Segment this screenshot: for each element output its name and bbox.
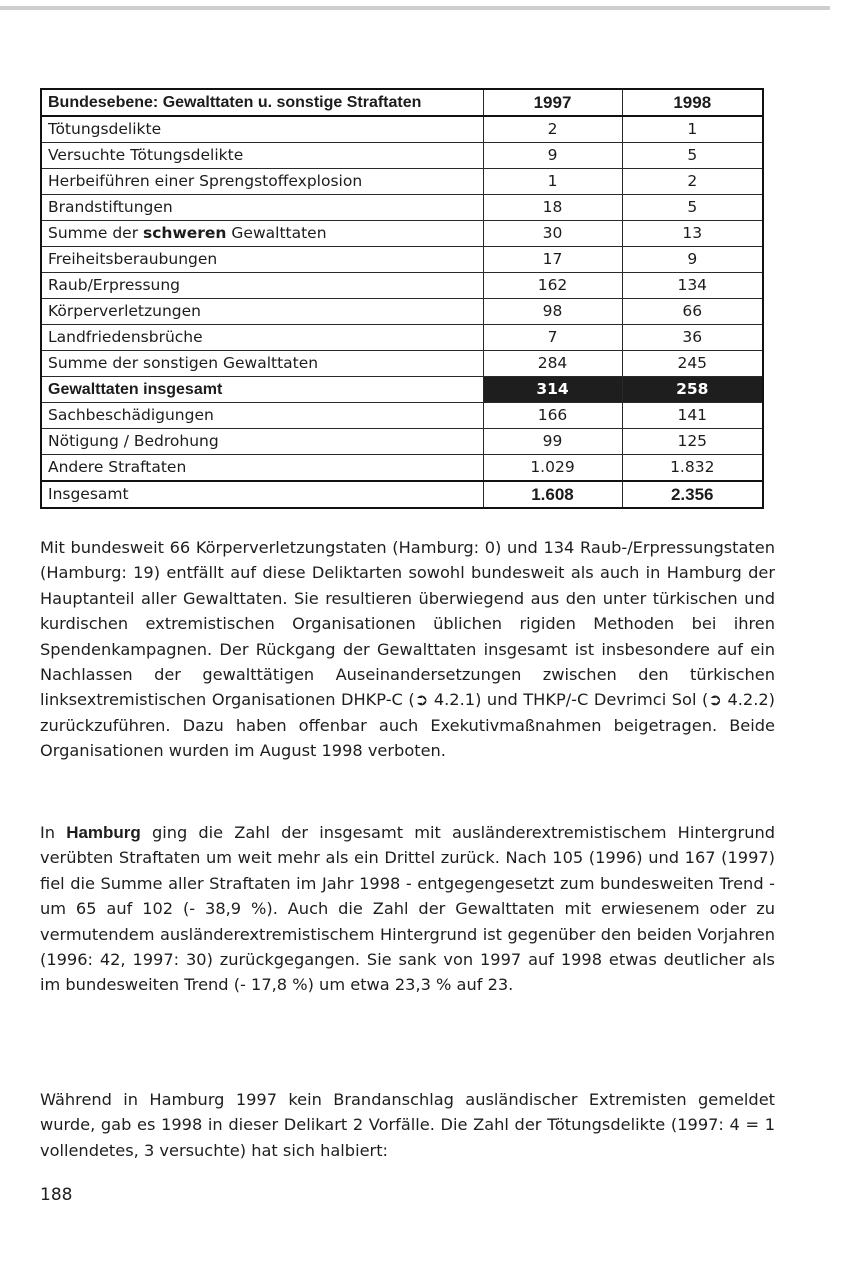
row-label: Insgesamt [41, 481, 483, 508]
row-label: Andere Straftaten [41, 455, 483, 482]
table-header-row [41, 89, 763, 116]
value-1997: 99 [483, 429, 622, 455]
value-1997: 1.029 [483, 455, 622, 482]
paragraph-hamburg-arson [40, 1087, 775, 1163]
value-1997: 9 [483, 143, 622, 169]
paragraph-text: ) und THKP/-C Devrimci Sol ( [475, 690, 709, 710]
paragraph-text: ) zurückzuführen. Dazu haben offenbar auch Exekutivmaßnahmen beigetragen. Beide Organisationen wurden im August 1998 verboten. [40, 690, 775, 761]
cross-reference: 4.2.2 [727, 690, 769, 710]
paragraph-hamburg [40, 820, 775, 998]
row-label [41, 221, 483, 247]
table-row [41, 299, 763, 325]
table-row [41, 195, 763, 221]
value-1998: 13 [622, 221, 763, 247]
cross-reference-arrow-icon: ➲ [708, 690, 722, 710]
table-row [41, 429, 763, 455]
table-row [41, 325, 763, 351]
header-label: Bundesebene: Gewalttaten u. sonstige Straftaten [41, 89, 483, 116]
table-row [41, 143, 763, 169]
paragraph-text: Während in Hamburg 1997 kein Brandanschlag ausländischer Extremisten gemeldet wurde, gab es 1998 in dieser Delikart 2 Vorfälle. Die Zahl der Tötungsdelikte (1997: 4 = 1 vollendetes, 3 versuchte) hat sich halbiert: [40, 1090, 775, 1160]
value-1997: 2 [483, 116, 622, 143]
cross-reference: 4.2.1 [433, 690, 476, 710]
value-1998: 9 [622, 247, 763, 273]
row-label: Raub/Erpressung [41, 273, 483, 299]
value-1997: 314 [483, 377, 622, 403]
table-row [41, 247, 763, 273]
value-1997: 284 [483, 351, 622, 377]
value-1998: 66 [622, 299, 763, 325]
value-1998: 2 [622, 169, 763, 195]
row-label: Nötigung / Bedrohung [41, 429, 483, 455]
statistics-table [40, 88, 764, 509]
row-label: Herbeiführen einer Sprengstoffexplosion [41, 169, 483, 195]
value-1997: 98 [483, 299, 622, 325]
row-label: Summe der sonstigen Gewalttaten [41, 351, 483, 377]
value-1997: 7 [483, 325, 622, 351]
label-part: Summe der [48, 224, 143, 242]
row-label: Freiheitsberaubungen [41, 247, 483, 273]
row-label: Brandstiftungen [41, 195, 483, 221]
label-emphasis: schweren [143, 224, 227, 242]
table-row [41, 351, 763, 377]
table-row [41, 455, 763, 482]
value-1998: 1.832 [622, 455, 763, 482]
table-row [41, 221, 763, 247]
value-1997: 1.608 [483, 481, 622, 508]
value-1998: 1 [622, 116, 763, 143]
row-label: Versuchte Tötungsdelikte [41, 143, 483, 169]
value-1997: 30 [483, 221, 622, 247]
label-part: Gewalttaten [226, 224, 327, 242]
table-row [41, 403, 763, 429]
value-1998: 134 [622, 273, 763, 299]
row-label: Gewalttaten insgesamt [41, 377, 483, 403]
value-1998: 141 [622, 403, 763, 429]
value-1998: 36 [622, 325, 763, 351]
value-1998: 245 [622, 351, 763, 377]
paragraph-federal-violence [40, 535, 775, 764]
emphasis-hamburg: Hamburg [66, 823, 141, 842]
table-row [41, 116, 763, 143]
paragraph-text: ging die Zahl der insgesamt mit ausländerextremistischem Hintergrund verübten Straftaten um weit mehr als ein Drittel zurück. Nach 105 (1996) und 167 (1997) fiel die Summe aller Straftaten im Jahr 1998 - entgegengesetzt zum bundesweiten Trend - um 65 auf 102 (- 38,9 %). Auch die Zahl der Gewalttaten mit erwiesenem oder zu vermutendem ausländerextremistischem Hintergrund ist gegenüber den beiden Vorjahren (1996: 42, 1997: 30) zurückgegangen. Sie sank von 1997 auf 1998 etwas deutlicher als im bundesweiten Trend (- 17,8 %) um etwa 23,3 % auf 23. [40, 823, 775, 995]
value-1997: 162 [483, 273, 622, 299]
row-label: Körperverletzungen [41, 299, 483, 325]
value-1998: 2.356 [622, 481, 763, 508]
paragraph-text: Mit bundesweit 66 Körperverletzungstaten (Hamburg: 0) und 134 Raub-/Erpressungstaten (Hamburg: 19) entfällt auf diese Deliktarten sowohl bundesweit als auch in Hamburg der Hauptanteil aller Gewalttaten. Sie resultieren überwiegend aus den unter türkischen und kurdischen extremistischen Organisationen üblichen rigiden Methoden bei ihren Spendenkampagnen. Der Rückgang der Gewalttaten insgesamt ist insbesondere auf ein Nachlassen der gewalttätigen Auseinandersetzungen zwischen den türkischen linksextremistischen Organisationen DHKP-C ( [40, 538, 775, 710]
table-row-grand-total [41, 481, 763, 508]
paragraph-text: In [40, 823, 67, 842]
value-1997: 18 [483, 195, 622, 221]
header-year-1998: 1998 [622, 89, 763, 116]
top-rule [0, 6, 830, 10]
page-number: 188 [40, 1185, 73, 1205]
row-label: Sachbeschädigungen [41, 403, 483, 429]
value-1998: 5 [622, 143, 763, 169]
value-1997: 1 [483, 169, 622, 195]
table-row [41, 169, 763, 195]
value-1997: 17 [483, 247, 622, 273]
header-year-1997: 1997 [483, 89, 622, 116]
value-1998: 125 [622, 429, 763, 455]
value-1998: 5 [622, 195, 763, 221]
value-1998: 258 [622, 377, 763, 403]
table-row [41, 273, 763, 299]
value-1997: 166 [483, 403, 622, 429]
cross-reference-arrow-icon: ➲ [414, 690, 429, 710]
row-label: Tötungsdelikte [41, 116, 483, 143]
table-row-total-violence [41, 377, 763, 403]
row-label: Landfriedensbrüche [41, 325, 483, 351]
